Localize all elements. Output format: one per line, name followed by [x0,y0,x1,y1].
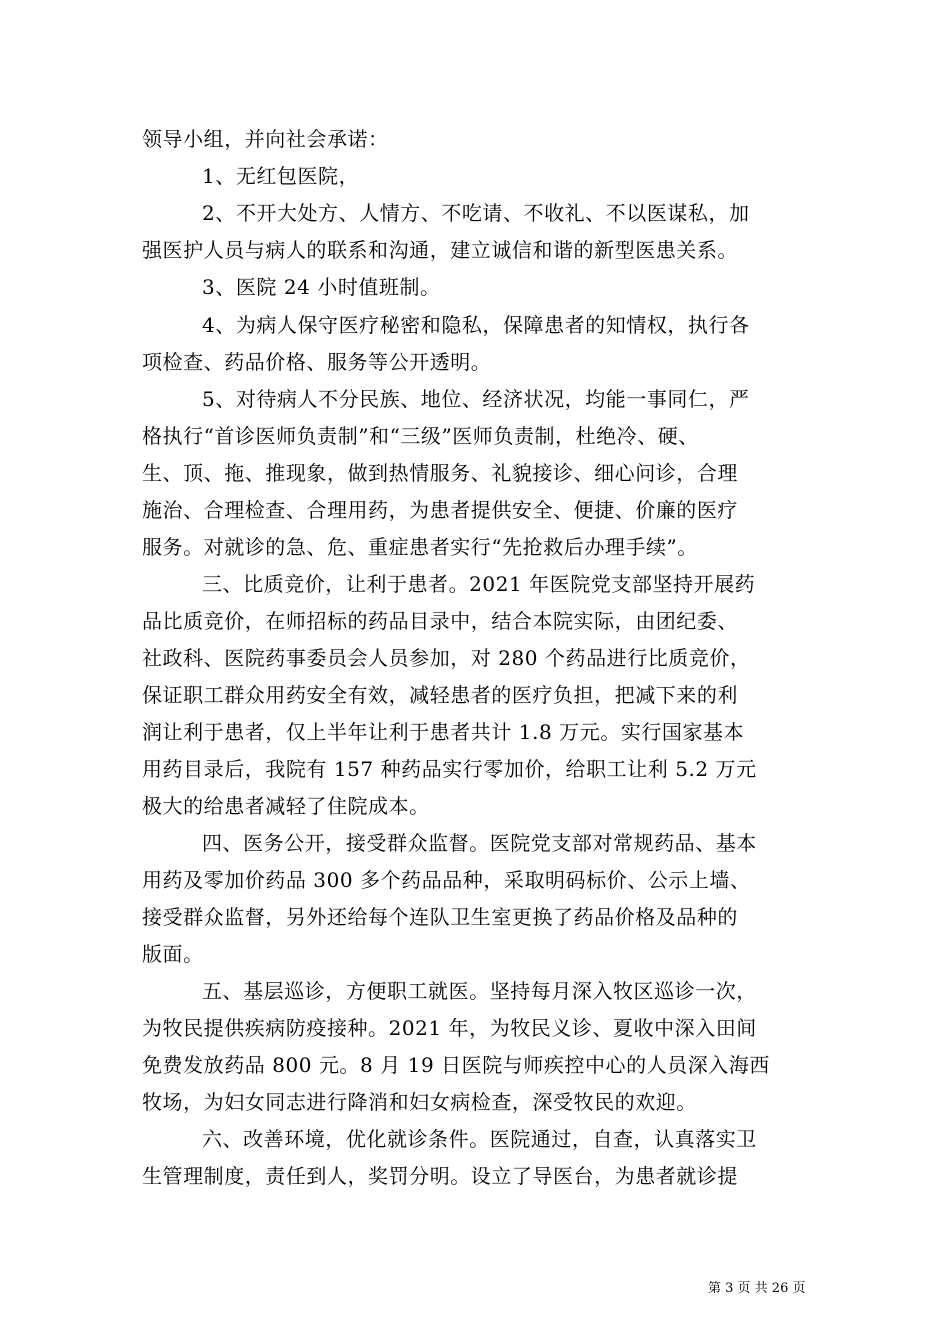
text-line: 保证职工群众用药安全有效，减轻患者的医疗负担，把减下来的利 [142,683,738,707]
text-line: 格执行“首诊医师负责制”和“三级”医师负责制，杜绝冷、硬、 [142,424,699,448]
text-line: 免费发放药品 800 元。8 月 19 日医院与师疾控中心的人员深入海西 [142,1053,770,1077]
text-line: 4、为病人保守医疗秘密和隐私，保障患者的知情权，执行各 [202,313,750,337]
text-line: 极大的给患者减轻了住院成本。 [142,794,430,818]
text-line: 生管理制度，责任到人，奖罚分明。设立了导医台，为患者就诊提 [142,1164,738,1188]
text-line: 生、顶、拖、推现象，做到热情服务、礼貌接诊、细心问诊，合理 [142,461,738,485]
text-line: 品比质竞价，在师招标的药品目录中，结合本院实际，由团纪委、 [142,609,738,633]
text-line: 接受群众监督，另外还给每个连队卫生室更换了药品价格及品种的 [142,905,738,929]
text-line: 六、改善环境，优化就诊条件。医院通过，自查，认真落实卫 [202,1127,757,1151]
text-line: 牧场，为妇女同志进行降消和妇女病检查，深受牧民的欢迎。 [142,1090,697,1114]
text-line: 润让利于患者，仅上半年让利于患者共计 1.8 万元。实行国家基本 [142,720,745,744]
text-line: 1、无红包医院， [202,164,360,188]
text-line: 5、对待病人不分民族、地位、经济状况，均能一事同仁，严 [202,387,750,411]
text-line: 四、医务公开，接受群众监督。医院党支部对常规药品、基本 [202,831,757,855]
text-line: 为牧民提供疾病防疫接种。2021 年，为牧民义诊、夏收中深入田间 [142,1016,757,1040]
text-line: 版面。 [142,942,204,966]
text-line: 施治、合理检查、合理用药，为患者提供安全、便捷、价廉的医疗 [142,498,738,522]
text-line: 五、基层巡诊，方便职工就医。坚持每月深入牧区巡诊一次， [202,979,757,1003]
text-line: 项检查、药品价格、服务等公开透明。 [142,350,492,374]
text-line: 强医护人员与病人的联系和沟通，建立诚信和谐的新型医患关系。 [142,238,738,262]
page-number: 第 3 页 共 26 页 [708,1281,806,1296]
text-line: 社政科、医院药事委员会人员参加，对 280 个药品进行比质竞价， [142,646,751,670]
text-line: 2、不开大处方、人情方、不吃请、不收礼、不以医谋私，加 [202,201,750,225]
text-line: 三、比质竞价，让利于患者。2021 年医院党支部坚持开展药 [202,572,756,596]
text-line: 服务。对就诊的急、危、重症患者实行“先抢救后办理手续”。 [142,535,698,559]
text-line: 用药目录后，我院有 157 种药品实行零加价，给职工让利 5.2 万元 [142,757,757,781]
text-line: 用药及零加价药品 300 多个药品品种，采取明码标价、公示上墙、 [142,868,751,892]
text-line: 领导小组，并向社会承诺： [142,127,389,151]
text-line: 3、医院 24 小时值班制。 [202,275,441,299]
